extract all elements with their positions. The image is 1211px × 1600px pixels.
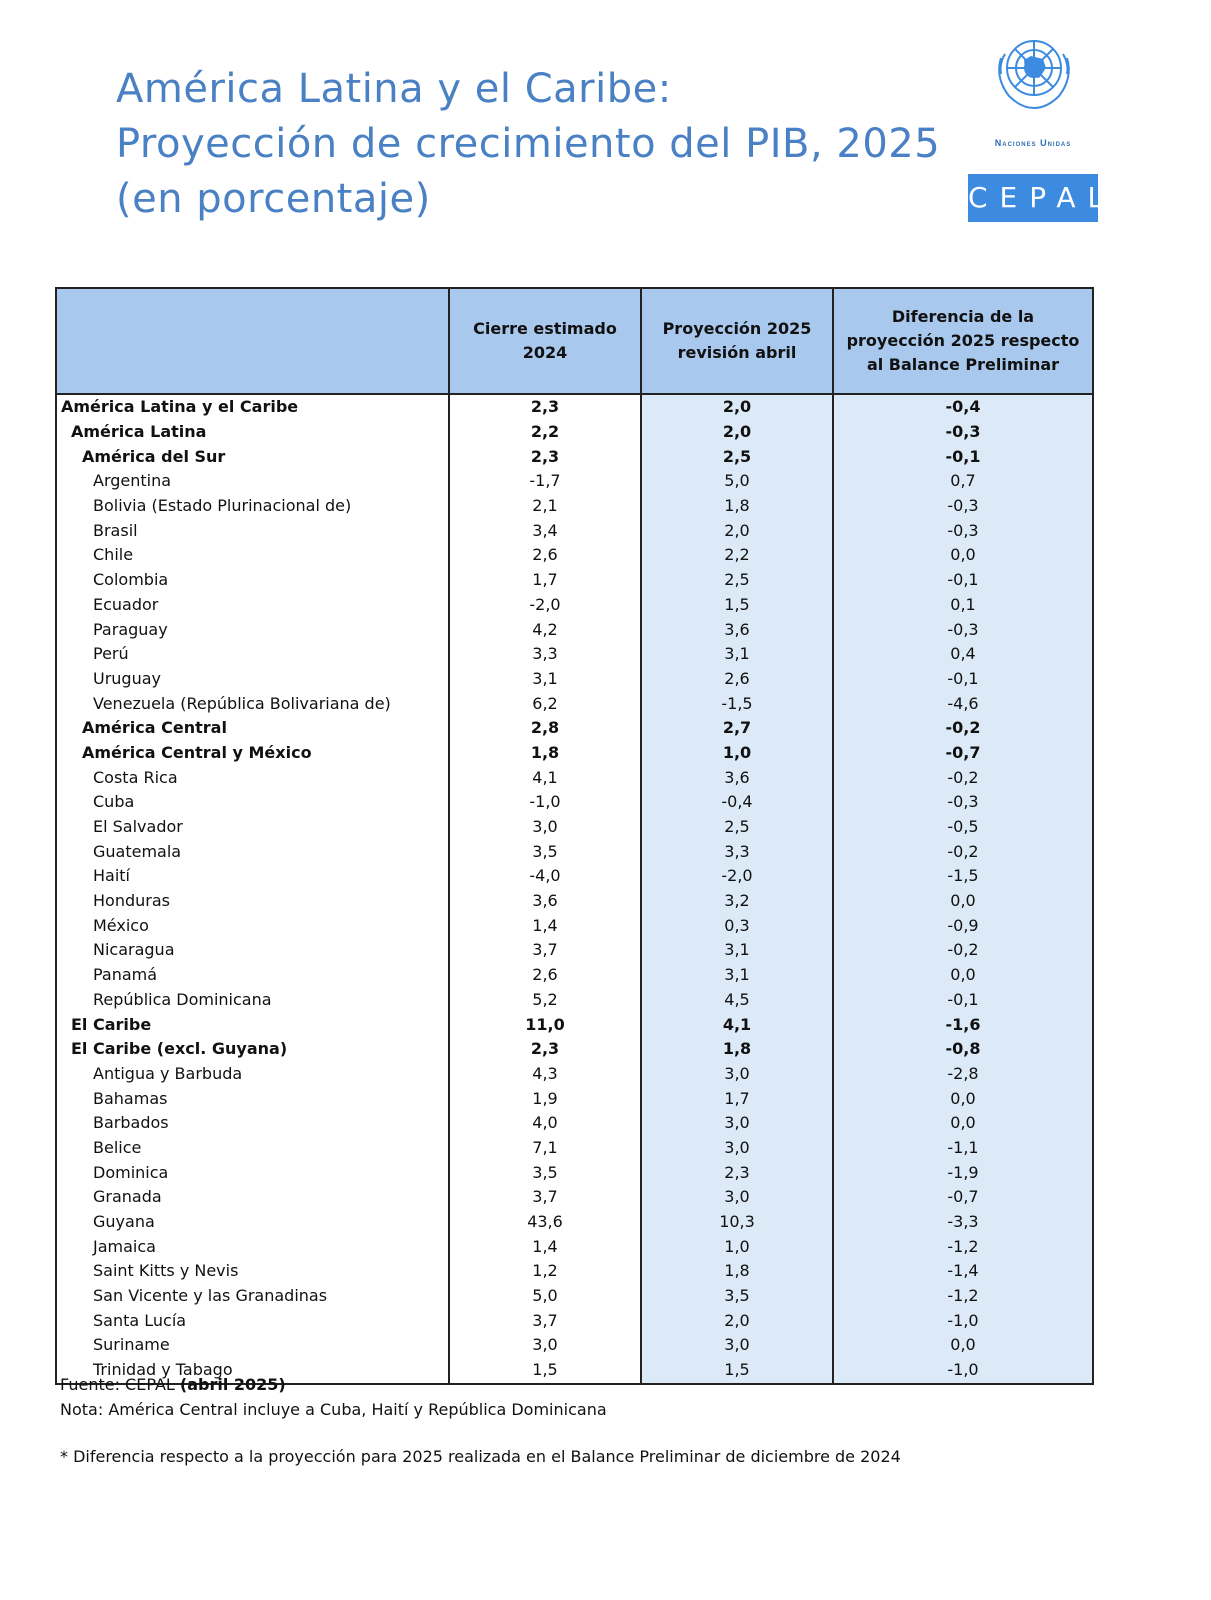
proyeccion-2025-cell: 3,0 (641, 1333, 833, 1358)
diferencia-cell: -1,4 (833, 1259, 1093, 1284)
table-row (56, 494, 1093, 519)
row-name: El Salvador (56, 815, 449, 840)
proyeccion-2025-cell: -1,5 (641, 691, 833, 716)
row-name: San Vicente y las Granadinas (56, 1284, 449, 1309)
diferencia-cell: -1,0 (833, 1308, 1093, 1333)
cierre-2024-cell: 3,4 (449, 518, 641, 543)
row-name: Argentina (56, 469, 449, 494)
diferencia-cell: -0,2 (833, 765, 1093, 790)
un-label: Naciones Unidas (994, 138, 1072, 148)
proyeccion-2025-cell: 2,7 (641, 716, 833, 741)
cierre-2024-cell: 2,6 (449, 963, 641, 988)
diferencia-cell: -0,3 (833, 790, 1093, 815)
table-row (56, 420, 1093, 445)
table-row (56, 518, 1093, 543)
proyeccion-2025-cell: 3,6 (641, 765, 833, 790)
table-row (56, 593, 1093, 618)
table-row (56, 839, 1093, 864)
cierre-2024-cell: 2,3 (449, 394, 641, 420)
proyeccion-2025-cell: 10,3 (641, 1210, 833, 1235)
row-name: América Central y México (56, 741, 449, 766)
cierre-2024-cell: 2,1 (449, 494, 641, 519)
organization-logo (968, 28, 1116, 214)
diferencia-cell: 0,1 (833, 593, 1093, 618)
proyeccion-2025-cell: 2,2 (641, 543, 833, 568)
cierre-2024-cell: 4,0 (449, 1111, 641, 1136)
cierre-2024-cell: -1,7 (449, 469, 641, 494)
cierre-2024-cell: 4,3 (449, 1062, 641, 1087)
cierre-2024-cell: 3,5 (449, 839, 641, 864)
proyeccion-2025-cell: 1,0 (641, 1234, 833, 1259)
table-row (56, 815, 1093, 840)
row-name: Honduras (56, 889, 449, 914)
proyeccion-2025-cell: -2,0 (641, 864, 833, 889)
cierre-2024-cell: 5,0 (449, 1284, 641, 1309)
cierre-2024-cell: 6,2 (449, 691, 641, 716)
cierre-2024-cell: 3,7 (449, 1185, 641, 1210)
row-name: Cuba (56, 790, 449, 815)
table-row (56, 1185, 1093, 1210)
proyeccion-2025-cell: 3,6 (641, 617, 833, 642)
table-row (56, 691, 1093, 716)
row-name: Santa Lucía (56, 1308, 449, 1333)
diferencia-cell: 0,0 (833, 963, 1093, 988)
row-name: América Latina y el Caribe (56, 394, 449, 420)
proyeccion-2025-cell: 3,0 (641, 1136, 833, 1161)
proyeccion-2025-cell: 3,1 (641, 938, 833, 963)
table-row (56, 1333, 1093, 1358)
table-row (56, 741, 1093, 766)
header-cierre-2024: Cierre estimado 2024 (449, 288, 641, 394)
row-name: Chile (56, 543, 449, 568)
proyeccion-2025-cell: 2,5 (641, 568, 833, 593)
proyeccion-2025-cell: 1,8 (641, 494, 833, 519)
diferencia-cell: 0,0 (833, 1086, 1093, 1111)
diferencia-cell: -0,1 (833, 568, 1093, 593)
source-date: (abril 2025) (179, 1375, 286, 1394)
diferencia-cell: -0,1 (833, 988, 1093, 1013)
proyeccion-2025-cell: 1,5 (641, 593, 833, 618)
diferencia-cell: -1,0 (833, 1358, 1093, 1384)
table-row (56, 1111, 1093, 1136)
table-row (56, 568, 1093, 593)
row-name: República Dominicana (56, 988, 449, 1013)
row-name: El Caribe (56, 1012, 449, 1037)
diferencia-cell: -1,5 (833, 864, 1093, 889)
table-row (56, 1086, 1093, 1111)
cierre-2024-cell: 7,1 (449, 1136, 641, 1161)
proyeccion-2025-cell: 1,0 (641, 741, 833, 766)
diferencia-cell: 0,0 (833, 1111, 1093, 1136)
proyeccion-2025-cell: 3,0 (641, 1111, 833, 1136)
table-row (56, 667, 1093, 692)
cierre-2024-cell: 1,7 (449, 568, 641, 593)
table-row (56, 1234, 1093, 1259)
diferencia-cell: -1,9 (833, 1160, 1093, 1185)
header-proyeccion-2025: Proyección 2025 revisión abril (641, 288, 833, 394)
title-line-1: América Latina y el Caribe: (116, 66, 672, 112)
row-name: Costa Rica (56, 765, 449, 790)
proyeccion-2025-cell: 3,1 (641, 642, 833, 667)
proyeccion-2025-cell: 5,0 (641, 469, 833, 494)
diferencia-cell: -0,1 (833, 667, 1093, 692)
diferencia-cell: -0,3 (833, 518, 1093, 543)
cierre-2024-cell: 1,2 (449, 1259, 641, 1284)
proyeccion-2025-cell: 2,6 (641, 667, 833, 692)
table-row (56, 1259, 1093, 1284)
table-row (56, 765, 1093, 790)
proyeccion-2025-cell: 0,3 (641, 913, 833, 938)
diferencia-cell: 0,7 (833, 469, 1093, 494)
cierre-2024-cell: 3,0 (449, 1333, 641, 1358)
diferencia-cell: -0,2 (833, 716, 1093, 741)
row-name: Ecuador (56, 593, 449, 618)
row-name: Nicaragua (56, 938, 449, 963)
diferencia-cell: -4,6 (833, 691, 1093, 716)
row-name: Barbados (56, 1111, 449, 1136)
proyeccion-2025-cell: 3,0 (641, 1062, 833, 1087)
row-name: Paraguay (56, 617, 449, 642)
row-name: Haití (56, 864, 449, 889)
proyeccion-2025-cell: -0,4 (641, 790, 833, 815)
table-row (56, 444, 1093, 469)
cierre-2024-cell: 3,1 (449, 667, 641, 692)
proyeccion-2025-cell: 4,5 (641, 988, 833, 1013)
proyeccion-2025-cell: 2,3 (641, 1160, 833, 1185)
diferencia-cell: -0,1 (833, 444, 1093, 469)
proyeccion-2025-cell: 3,5 (641, 1284, 833, 1309)
table-row (56, 1308, 1093, 1333)
table-body (56, 394, 1093, 1384)
table-row (56, 1210, 1093, 1235)
cierre-2024-cell: 11,0 (449, 1012, 641, 1037)
table-row (56, 938, 1093, 963)
cierre-2024-cell: 2,3 (449, 444, 641, 469)
table-row (56, 642, 1093, 667)
row-name: Brasil (56, 518, 449, 543)
proyeccion-2025-cell: 1,7 (641, 1086, 833, 1111)
diferencia-cell: -1,6 (833, 1012, 1093, 1037)
row-name: Bolivia (Estado Plurinacional de) (56, 494, 449, 519)
cierre-2024-cell: 1,4 (449, 1234, 641, 1259)
diferencia-cell: -0,4 (833, 394, 1093, 420)
table-row (56, 1037, 1093, 1062)
diferencia-cell: -0,7 (833, 1185, 1093, 1210)
row-name: Bahamas (56, 1086, 449, 1111)
cierre-2024-cell: 43,6 (449, 1210, 641, 1235)
proyeccion-2025-cell: 2,0 (641, 420, 833, 445)
row-name: Panamá (56, 963, 449, 988)
diferencia-cell: -0,3 (833, 494, 1093, 519)
diferencia-cell: 0,0 (833, 543, 1093, 568)
cierre-2024-cell: 2,2 (449, 420, 641, 445)
proyeccion-2025-cell: 1,8 (641, 1259, 833, 1284)
title-line-3: (en porcentaje) (116, 176, 431, 222)
diferencia-cell: -0,5 (833, 815, 1093, 840)
table-row (56, 394, 1093, 420)
row-name: Antigua y Barbuda (56, 1062, 449, 1087)
page-title (116, 62, 941, 227)
diferencia-cell: -1,2 (833, 1284, 1093, 1309)
table-row (56, 1012, 1093, 1037)
row-name: Belice (56, 1136, 449, 1161)
row-name: América Central (56, 716, 449, 741)
diferencia-cell: -3,3 (833, 1210, 1093, 1235)
row-name: América del Sur (56, 444, 449, 469)
cierre-2024-cell: -4,0 (449, 864, 641, 889)
diferencia-cell: -0,9 (833, 913, 1093, 938)
proyeccion-2025-cell: 2,5 (641, 815, 833, 840)
cierre-2024-cell: 1,9 (449, 1086, 641, 1111)
row-name: Uruguay (56, 667, 449, 692)
table-row (56, 790, 1093, 815)
cierre-2024-cell: 3,7 (449, 938, 641, 963)
row-name: Venezuela (República Bolivariana de) (56, 691, 449, 716)
note-line: Nota: América Central incluye a Cuba, Haití y República Dominicana (60, 1400, 607, 1419)
cierre-2024-cell: 5,2 (449, 988, 641, 1013)
table-row (56, 1160, 1093, 1185)
source-line (60, 1372, 607, 1397)
row-name: Dominica (56, 1160, 449, 1185)
row-name: Perú (56, 642, 449, 667)
diferencia-cell: 0,0 (833, 1333, 1093, 1358)
table-row (56, 889, 1093, 914)
table-row (56, 864, 1093, 889)
cierre-2024-cell: 4,1 (449, 765, 641, 790)
notes (60, 1372, 607, 1422)
proyeccion-2025-cell: 2,0 (641, 1308, 833, 1333)
row-name: Colombia (56, 568, 449, 593)
cepal-logo: CEPAL (968, 174, 1098, 222)
row-name: Trinidad y Tabago (56, 1358, 449, 1384)
table-row (56, 1136, 1093, 1161)
diferencia-cell: -0,3 (833, 420, 1093, 445)
header-diferencia: Diferencia de la proyección 2025 respecto al Balance Preliminar (833, 288, 1093, 394)
row-name: América Latina (56, 420, 449, 445)
header-region (56, 288, 449, 394)
proyeccion-2025-cell: 3,0 (641, 1185, 833, 1210)
un-emblem-icon (991, 28, 1077, 114)
cierre-2024-cell: 3,3 (449, 642, 641, 667)
title-line-2: Proyección de crecimiento del PIB, 2025 (116, 121, 941, 167)
footnote: * Diferencia respecto a la proyección para 2025 realizada en el Balance Preliminar de diciembre de 2024 (60, 1447, 901, 1466)
table-header-row (56, 288, 1093, 394)
cierre-2024-cell: 3,0 (449, 815, 641, 840)
diferencia-cell: -0,2 (833, 839, 1093, 864)
gdp-projection-table (55, 287, 1094, 1385)
row-name: El Caribe (excl. Guyana) (56, 1037, 449, 1062)
table-row (56, 963, 1093, 988)
table-row (56, 469, 1093, 494)
cierre-2024-cell: 1,5 (449, 1358, 641, 1384)
row-name: Guatemala (56, 839, 449, 864)
table-row (56, 1284, 1093, 1309)
source-prefix: Fuente: CEPAL (60, 1375, 175, 1394)
diferencia-cell: -0,8 (833, 1037, 1093, 1062)
cierre-2024-cell: 2,8 (449, 716, 641, 741)
cierre-2024-cell: -2,0 (449, 593, 641, 618)
cierre-2024-cell: 1,4 (449, 913, 641, 938)
row-name: Guyana (56, 1210, 449, 1235)
cierre-2024-cell: 3,5 (449, 1160, 641, 1185)
proyeccion-2025-cell: 4,1 (641, 1012, 833, 1037)
row-name: Jamaica (56, 1234, 449, 1259)
table-row (56, 617, 1093, 642)
row-name: México (56, 913, 449, 938)
proyeccion-2025-cell: 3,1 (641, 963, 833, 988)
proyeccion-2025-cell: 2,0 (641, 394, 833, 420)
cierre-2024-cell: -1,0 (449, 790, 641, 815)
table-row (56, 1062, 1093, 1087)
row-name: Saint Kitts y Nevis (56, 1259, 449, 1284)
proyeccion-2025-cell: 3,3 (641, 839, 833, 864)
table-row (56, 543, 1093, 568)
table-row (56, 716, 1093, 741)
table-row (56, 988, 1093, 1013)
diferencia-cell: -2,8 (833, 1062, 1093, 1087)
proyeccion-2025-cell: 2,5 (641, 444, 833, 469)
cierre-2024-cell: 3,6 (449, 889, 641, 914)
row-name: Suriname (56, 1333, 449, 1358)
cierre-2024-cell: 2,3 (449, 1037, 641, 1062)
diferencia-cell: 0,0 (833, 889, 1093, 914)
diferencia-cell: 0,4 (833, 642, 1093, 667)
diferencia-cell: -1,1 (833, 1136, 1093, 1161)
diferencia-cell: -0,3 (833, 617, 1093, 642)
proyeccion-2025-cell: 1,5 (641, 1358, 833, 1384)
cierre-2024-cell: 3,7 (449, 1308, 641, 1333)
cierre-2024-cell: 2,6 (449, 543, 641, 568)
proyeccion-2025-cell: 1,8 (641, 1037, 833, 1062)
diferencia-cell: -0,7 (833, 741, 1093, 766)
diferencia-cell: -1,2 (833, 1234, 1093, 1259)
cierre-2024-cell: 4,2 (449, 617, 641, 642)
table-row (56, 913, 1093, 938)
diferencia-cell: -0,2 (833, 938, 1093, 963)
row-name: Granada (56, 1185, 449, 1210)
proyeccion-2025-cell: 3,2 (641, 889, 833, 914)
proyeccion-2025-cell: 2,0 (641, 518, 833, 543)
cierre-2024-cell: 1,8 (449, 741, 641, 766)
